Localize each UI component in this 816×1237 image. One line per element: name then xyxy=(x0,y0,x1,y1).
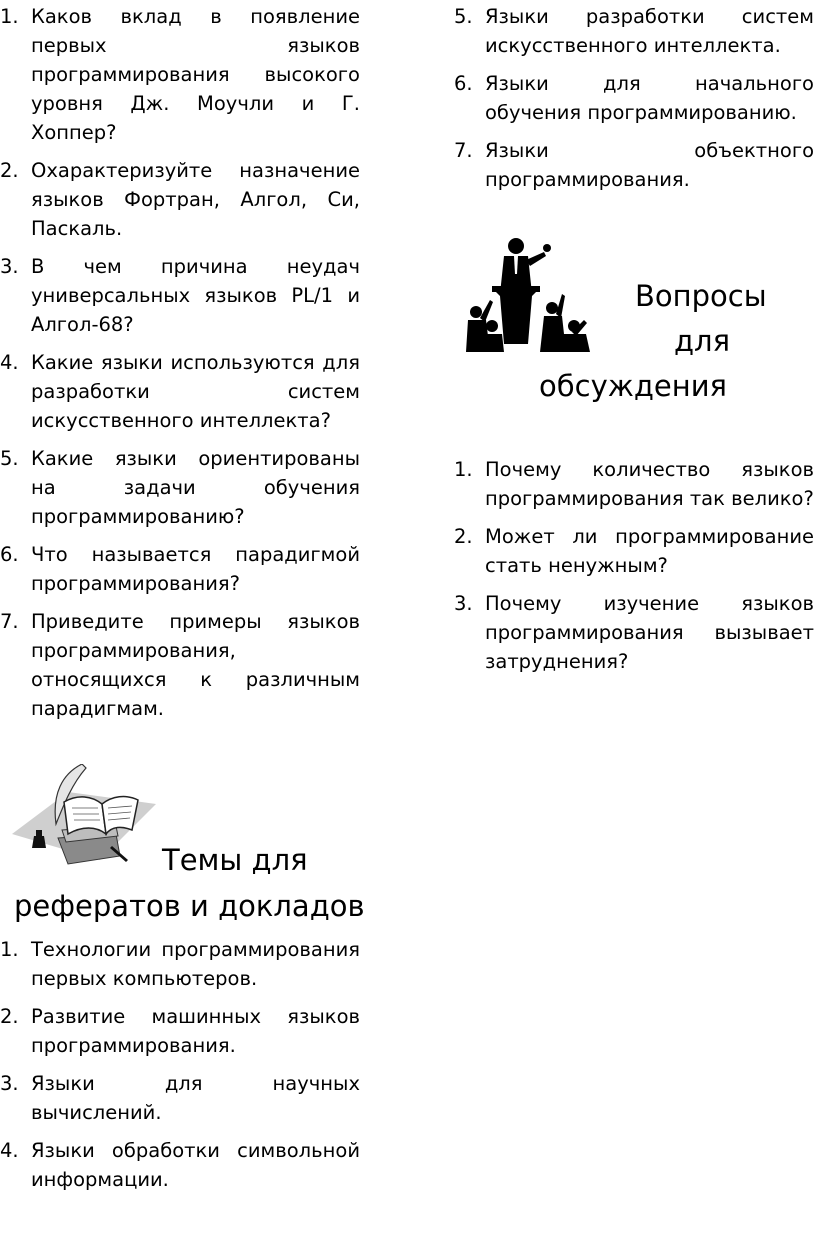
list-item-number: 2. xyxy=(454,525,473,548)
list-item-number: 4. xyxy=(0,1139,19,1162)
list-item-text: Почему количество языков программирования так велико? xyxy=(485,458,814,510)
list-item-number: 1. xyxy=(0,938,19,961)
list-item xyxy=(0,156,360,243)
list-item-text: Что называется парадигмой программирования? xyxy=(31,543,360,595)
list-item xyxy=(454,69,814,127)
list-item-text: Какие языки используются для разработки систем искусственного интеллекта? xyxy=(31,351,360,432)
list-item xyxy=(0,1002,360,1060)
list-item-number: 5. xyxy=(0,447,19,470)
list-item xyxy=(0,2,360,147)
list-item xyxy=(0,1069,360,1127)
speaker-at-podium-icon xyxy=(466,234,590,352)
list-item-text: Языки обработки символьной информации. xyxy=(31,1139,360,1191)
list-item-number: 7. xyxy=(454,139,473,162)
list-item-text: Технологии программирования первых компьютеров. xyxy=(31,938,360,990)
list-item-number: 3. xyxy=(0,255,19,278)
list-item-number: 6. xyxy=(454,72,473,95)
discussion-heading-line3: обсуждения xyxy=(539,369,728,403)
list-item xyxy=(454,455,814,513)
list-item-text: Языки для начального обучения программированию. xyxy=(485,72,814,124)
list-item-text: Может ли программирование стать ненужным? xyxy=(485,525,814,577)
list-item xyxy=(454,522,814,580)
list-item xyxy=(454,2,814,60)
topics-heading-line1: Темы для xyxy=(162,843,308,877)
list-item-number: 6. xyxy=(0,543,19,566)
list-item xyxy=(454,589,814,676)
topics-heading-line2: рефератов и докладов xyxy=(14,889,365,923)
topics-continued-list xyxy=(454,2,814,194)
list-item xyxy=(0,444,360,531)
list-item-text: Каков вклад в появление первых языков программирования высокого уровня Дж. Моучли и Г. Хоппер? xyxy=(31,5,360,144)
list-item-text: Почему изучение языков программирования вызывает затруднения? xyxy=(485,592,814,673)
list-item-number: 1. xyxy=(0,5,19,28)
topics-column xyxy=(0,935,360,1203)
list-item-number: 4. xyxy=(0,351,19,374)
list-item-number: 7. xyxy=(0,610,19,633)
list-item-text: Приведите примеры языков программирования, относящихся к различным парадигмам. xyxy=(31,610,360,720)
list-item xyxy=(454,136,814,194)
list-item-number: 2. xyxy=(0,159,19,182)
list-item-number: 2. xyxy=(0,1005,19,1028)
questions-left-column xyxy=(0,2,360,732)
list-item-number: 3. xyxy=(454,592,473,615)
list-item-number: 5. xyxy=(454,5,473,28)
questions-list xyxy=(0,2,360,723)
list-item-text: Языки для научных вычислений. xyxy=(31,1072,360,1124)
book-and-quill-icon xyxy=(12,764,156,876)
list-item xyxy=(0,348,360,435)
list-item-text: Языки объектного программирования. xyxy=(485,139,814,191)
list-item xyxy=(0,252,360,339)
list-item xyxy=(0,607,360,723)
discussion-column xyxy=(454,455,814,685)
list-item-text: Развитие машинных языков программирования. xyxy=(31,1005,360,1057)
discussion-heading-line1: Вопросы xyxy=(635,279,767,313)
list-item xyxy=(0,540,360,598)
right-column xyxy=(454,2,814,203)
discussion-list xyxy=(454,455,814,676)
list-item-number: 1. xyxy=(454,458,473,481)
list-item-text: Охарактеризуйте назначение языков Фортран, Алгол, Си, Паскаль. xyxy=(31,159,360,240)
list-item-text: В чем причина неудач универсальных языков PL/1 и Алгол-68? xyxy=(31,255,360,336)
topics-list xyxy=(0,935,360,1194)
list-item-number: 3. xyxy=(0,1072,19,1095)
list-item-text: Языки разработки систем искусственного интеллекта. xyxy=(485,5,814,57)
list-item xyxy=(0,1136,360,1194)
list-item-text: Какие языки ориентированы на задачи обучения программированию? xyxy=(31,447,360,528)
list-item xyxy=(0,935,360,993)
discussion-heading-line2: для xyxy=(674,324,731,358)
